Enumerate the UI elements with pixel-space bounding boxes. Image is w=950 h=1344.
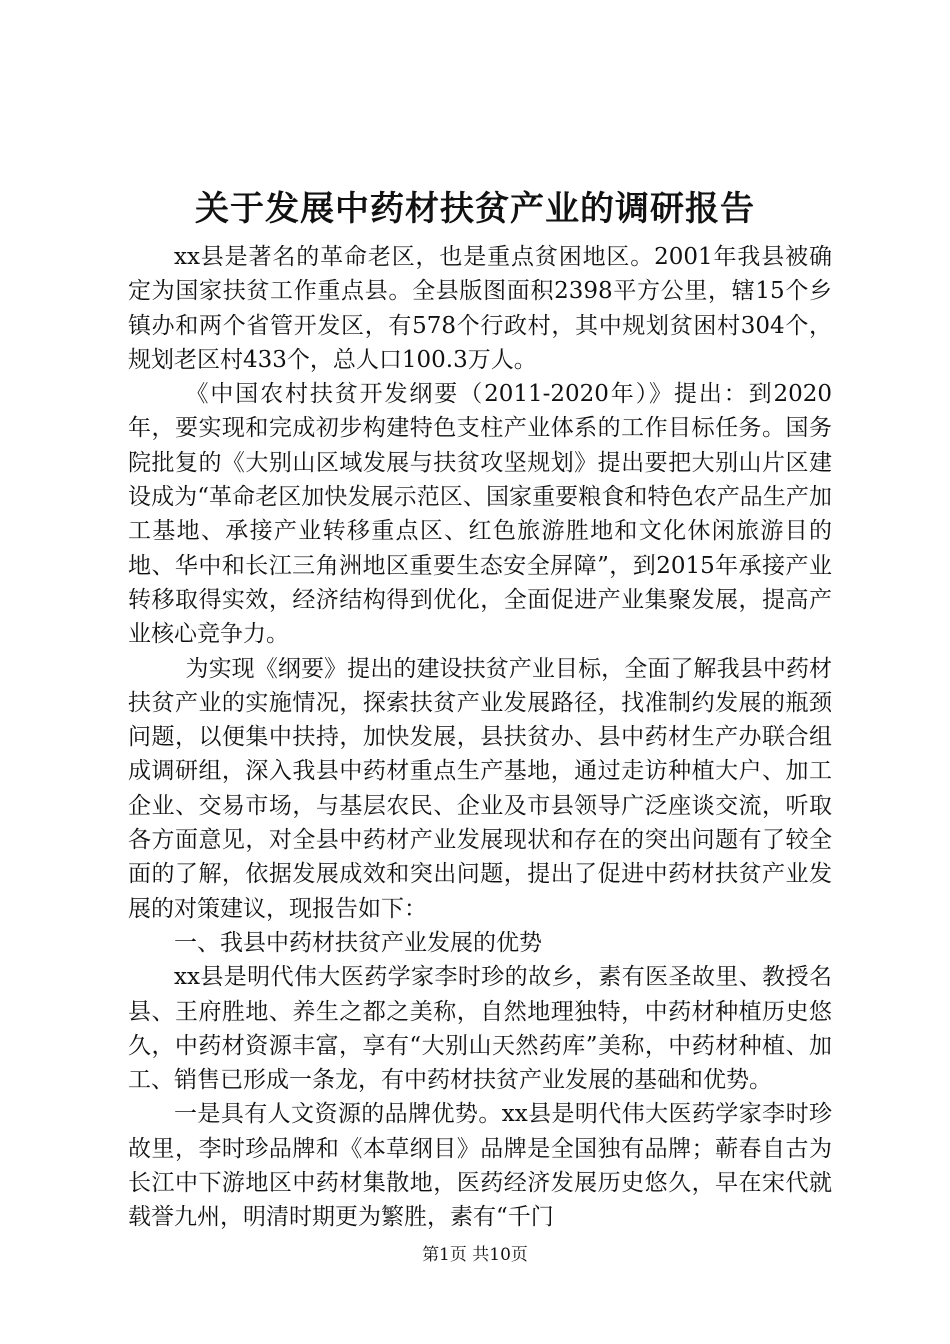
paragraph: 一是具有人文资源的品牌优势。xx县是明代伟大医药学家李时珍故里，李时珍品牌和《本草纲目》品牌是全国独有品牌；蕲春自古为长江中下游地区中药材集散地，医药经济发展历史悠久，早在宋代就载誉九州，明清时期更为繁胜，素有“千门 — [128, 1101, 832, 1231]
document-title: 关于发展中药材扶贫产业的调研报告 — [195, 189, 755, 229]
document-body — [128, 240, 832, 1235]
section-heading: 一、我县中药材扶贫产业发展的优势 — [174, 929, 542, 956]
paragraph: xx县是著名的革命老区，也是重点贫困地区。2001年我县被确定为国家扶贫工作重点县。全县版图面积2398平方公里，辖15个乡镇办和两个省管开发区，有578个行政村，其中规划贫困村304个，规划老区村433个，总人口100.3万人。 — [128, 244, 832, 373]
paragraph: xx县是明代伟大医药学家李时珍的故乡，素有医圣故里、教授名县、王府胜地、养生之都之美称，自然地理独特，中药材种植历史悠久，中药材资源丰富，享有“大别山天然药库”美称，中药材种植、加工、销售已形成一条龙，有中药材扶贫产业发展的基础和优势。 — [128, 964, 832, 1094]
page-number-footer: 第1页 共10页 — [422, 1245, 528, 1265]
paragraph: 为实现《纲要》提出的建设扶贫产业目标，全面了解我县中药材扶贫产业的实施情况，探索扶贫产业发展路径，找准制约发展的瓶颈问题，以便集中扶持，加快发展，县扶贫办、县中药材生产办联合组成调研组，深入我县中药材重点生产基地，通过走访种植大户、加工企业、交易市场，与基层农民、企业及市县领导广泛座谈交流，听取各方面意见，对全县中药材产业发展现状和存在的突出问题有了较全面的了解，依据发展成效和突出问题，提出了促进中药材扶贫产业发展的对策建议，现报告如下： — [128, 655, 832, 922]
paragraph: 《中国农村扶贫开发纲要（2011-2020年）》提出：到2020年，要实现和完成初步构建特色支柱产业体系的工作目标任务。国务院批复的《大别山区域发展与扶贫攻坚规划》提出要把大别山片区建设成为“革命老区加快发展示范区、国家重要粮食和特色农产品生产加工基地、承接产业转移重点区、红色旅游胜地和文化休闲旅游目的地、华中和长江三角洲地区重要生态安全屏障”，到2015年承接产业转移取得实效，经济结构得到优化，全面促进产业集聚发展，提高产业核心竞争力。 — [128, 381, 832, 648]
